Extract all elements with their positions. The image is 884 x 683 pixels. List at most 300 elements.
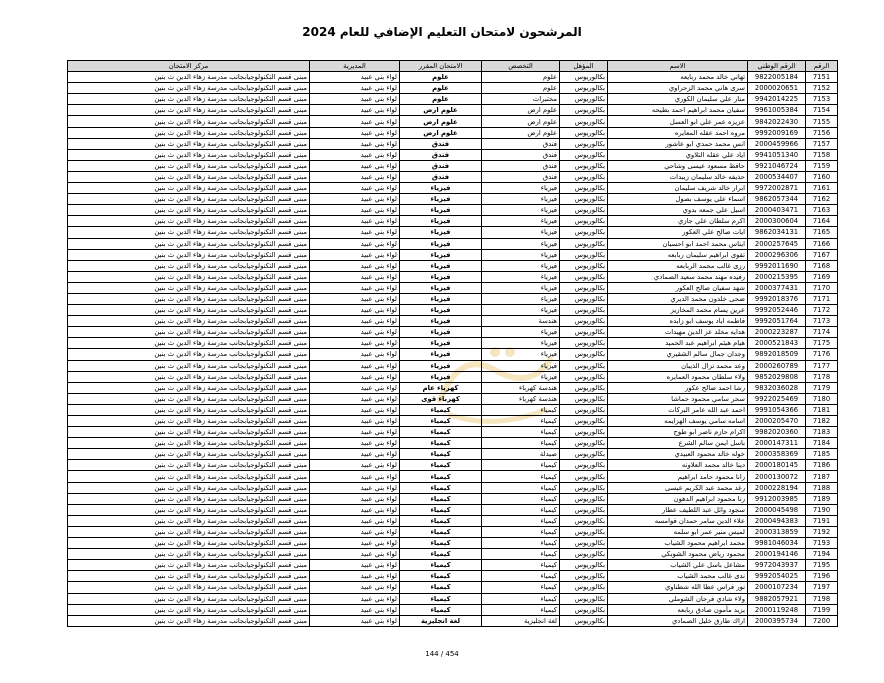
cell-specialization: كيمياء xyxy=(482,604,560,615)
cell-directorate: لواء بني عبيد xyxy=(310,205,400,216)
cell-exam-center: مبنى قسم التكنولوجيابجانب مدرسة زهاء الدين ث بنين xyxy=(68,338,310,349)
cell-exam: كيمياء xyxy=(400,404,482,415)
cell-qualification: بكالوريوس xyxy=(560,493,608,504)
cell-seq: 7158 xyxy=(806,149,838,160)
cell-exam-center: مبنى قسم التكنولوجيابجانب مدرسة زهاء الدين ث بنين xyxy=(68,105,310,116)
cell-specialization: فندق xyxy=(482,160,560,171)
cell-national-id: 9992054025 xyxy=(748,571,806,582)
cell-exam-center: مبنى قسم التكنولوجيابجانب مدرسة زهاء الدين ث بنين xyxy=(68,571,310,582)
cell-qualification: بكالوريوس xyxy=(560,371,608,382)
cell-name: حافظ مسعود عيسى وشاحي xyxy=(608,160,748,171)
cell-exam-center: مبنى قسم التكنولوجيابجانب مدرسة زهاء الدين ث بنين xyxy=(68,427,310,438)
cell-exam: كيمياء xyxy=(400,471,482,482)
cell-exam-center: مبنى قسم التكنولوجيابجانب مدرسة زهاء الدين ث بنين xyxy=(68,382,310,393)
table-row xyxy=(68,560,838,571)
cell-specialization: فيزياء xyxy=(482,360,560,371)
cell-name: دينا خالد محمد العلاونه xyxy=(608,460,748,471)
table-row xyxy=(68,515,838,526)
table-row xyxy=(68,116,838,127)
header-qualification: المؤهل xyxy=(560,61,608,72)
cell-specialization: كيمياء xyxy=(482,427,560,438)
cell-seq: 7184 xyxy=(806,438,838,449)
cell-exam: فيزياء xyxy=(400,271,482,282)
cell-qualification: بكالوريوس xyxy=(560,149,608,160)
cell-qualification: بكالوريوس xyxy=(560,205,608,216)
table-row xyxy=(68,260,838,271)
cell-exam: فيزياء xyxy=(400,327,482,338)
table-row xyxy=(68,471,838,482)
table-body xyxy=(68,72,838,627)
cell-name: اسيل علي جمعه بدوي xyxy=(608,205,748,216)
cell-national-id: 2000403471 xyxy=(748,205,806,216)
cell-seq: 7152 xyxy=(806,83,838,94)
cell-seq: 7170 xyxy=(806,282,838,293)
cell-name: اكرم سلطان علي جازي xyxy=(608,216,748,227)
cell-national-id: 9912003985 xyxy=(748,493,806,504)
cell-qualification: بكالوريوس xyxy=(560,160,608,171)
table-row xyxy=(68,604,838,615)
cell-seq: 7199 xyxy=(806,604,838,615)
cell-name: ايات صالح علي العكور xyxy=(608,227,748,238)
cell-exam: فيزياء xyxy=(400,360,482,371)
cell-directorate: لواء بني عبيد xyxy=(310,216,400,227)
table-row xyxy=(68,160,838,171)
cell-seq: 7180 xyxy=(806,393,838,404)
cell-specialization: كيمياء xyxy=(482,482,560,493)
cell-exam-center: مبنى قسم التكنولوجيابجانب مدرسة زهاء الدين ث بنين xyxy=(68,282,310,293)
cell-specialization: فيزياء xyxy=(482,238,560,249)
cell-qualification: بكالوريوس xyxy=(560,571,608,582)
cell-exam-center: مبنى قسم التكنولوجيابجانب مدرسة زهاء الدين ث بنين xyxy=(68,460,310,471)
cell-exam: فيزياء xyxy=(400,371,482,382)
cell-specialization: فيزياء xyxy=(482,194,560,205)
cell-qualification: بكالوريوس xyxy=(560,171,608,182)
cell-national-id: 9992009169 xyxy=(748,127,806,138)
cell-seq: 7189 xyxy=(806,493,838,504)
table-row xyxy=(68,171,838,182)
cell-exam-center: مبنى قسم التكنولوجيابجانب مدرسة زهاء الدين ث بنين xyxy=(68,404,310,415)
cell-directorate: لواء بني عبيد xyxy=(310,460,400,471)
cell-directorate: لواء بني عبيد xyxy=(310,282,400,293)
cell-directorate: لواء بني عبيد xyxy=(310,260,400,271)
cell-seq: 7183 xyxy=(806,427,838,438)
cell-qualification: بكالوريوس xyxy=(560,249,608,260)
cell-exam: كيمياء xyxy=(400,560,482,571)
cell-qualification: بكالوريوس xyxy=(560,393,608,404)
cell-exam-center: مبنى قسم التكنولوجيابجانب مدرسة زهاء الدين ث بنين xyxy=(68,538,310,549)
cell-national-id: 2000459966 xyxy=(748,138,806,149)
cell-exam-center: مبنى قسم التكنولوجيابجانب مدرسة زهاء الدين ث بنين xyxy=(68,249,310,260)
cell-seq: 7167 xyxy=(806,249,838,260)
cell-qualification: بكالوريوس xyxy=(560,338,608,349)
cell-name: هيام هيثم ابراهيم عبد الحميد xyxy=(608,338,748,349)
cell-exam-center: مبنى قسم التكنولوجيابجانب مدرسة زهاء الدين ث بنين xyxy=(68,72,310,83)
cell-name: يزيد مأمون صادق ربابعه xyxy=(608,604,748,615)
table-row xyxy=(68,360,838,371)
cell-specialization: مختبرات xyxy=(482,94,560,105)
table-row xyxy=(68,393,838,404)
cell-name: ايناس محمد احمد ابو احسيان xyxy=(608,238,748,249)
cell-exam: فندق xyxy=(400,160,482,171)
cell-exam: علوم xyxy=(400,83,482,94)
table-row xyxy=(68,382,838,393)
table-row xyxy=(68,271,838,282)
cell-exam: كيمياء xyxy=(400,549,482,560)
cell-qualification: بكالوريوس xyxy=(560,116,608,127)
cell-seq: 7153 xyxy=(806,94,838,105)
cell-specialization: كيمياء xyxy=(482,538,560,549)
cell-seq: 7171 xyxy=(806,293,838,304)
cell-name: فاطمه اياد يوسف ابو زابده xyxy=(608,316,748,327)
cell-qualification: بكالوريوس xyxy=(560,282,608,293)
cell-seq: 7179 xyxy=(806,382,838,393)
table-row xyxy=(68,549,838,560)
cell-directorate: لواء بني عبيد xyxy=(310,582,400,593)
header-specialization: التخصص xyxy=(482,61,560,72)
cell-exam: كيمياء xyxy=(400,493,482,504)
cell-directorate: لواء بني عبيد xyxy=(310,449,400,460)
cell-seq: 7190 xyxy=(806,504,838,515)
cell-national-id: 2000205470 xyxy=(748,416,806,427)
cell-seq: 7165 xyxy=(806,227,838,238)
cell-name: علاء الدين سامر حمدان قوامسه xyxy=(608,515,748,526)
page-number: 144 / 454 xyxy=(425,650,459,658)
cell-national-id: 9942014225 xyxy=(748,94,806,105)
cell-name: ضحى خلدون محمد الديري xyxy=(608,293,748,304)
cell-exam: كيمياء xyxy=(400,482,482,493)
cell-name: مشاعل باسل علي الشياب xyxy=(608,560,748,571)
cell-specialization: فيزياء xyxy=(482,260,560,271)
cell-seq: 7186 xyxy=(806,460,838,471)
cell-specialization: فيزياء xyxy=(482,183,560,194)
cell-qualification: بكالوريوس xyxy=(560,83,608,94)
cell-exam: كيمياء xyxy=(400,438,482,449)
cell-name: رفيده مهند محمد سعيد الصمادي xyxy=(608,271,748,282)
cell-exam: علوم xyxy=(400,94,482,105)
cell-national-id: 2000215395 xyxy=(748,271,806,282)
header-directorate: المديرية xyxy=(310,61,400,72)
cell-qualification: بكالوريوس xyxy=(560,560,608,571)
cell-exam-center: مبنى قسم التكنولوجيابجانب مدرسة زهاء الدين ث بنين xyxy=(68,560,310,571)
cell-exam: فيزياء xyxy=(400,338,482,349)
cell-directorate: لواء بني عبيد xyxy=(310,349,400,360)
cell-national-id: 2000494383 xyxy=(748,515,806,526)
cell-national-id: 2000377431 xyxy=(748,282,806,293)
cell-specialization: علوم ارض xyxy=(482,116,560,127)
cell-name: باسل ايمن سالم الشرع xyxy=(608,438,748,449)
cell-national-id: 2000228194 xyxy=(748,482,806,493)
cell-qualification: بكالوريوس xyxy=(560,427,608,438)
cell-specialization: هندسة xyxy=(482,316,560,327)
cell-directorate: لواء بني عبيد xyxy=(310,305,400,316)
table-row xyxy=(68,149,838,160)
table-row xyxy=(68,216,838,227)
cell-exam: كيمياء xyxy=(400,460,482,471)
cell-exam: فيزياء xyxy=(400,227,482,238)
cell-specialization: فيزياء xyxy=(482,216,560,227)
cell-qualification: بكالوريوس xyxy=(560,105,608,116)
cell-directorate: لواء بني عبيد xyxy=(310,504,400,515)
cell-directorate: لواء بني عبيد xyxy=(310,171,400,182)
table-row xyxy=(68,404,838,415)
cell-exam-center: مبنى قسم التكنولوجيابجانب مدرسة زهاء الدين ث بنين xyxy=(68,183,310,194)
cell-directorate: لواء بني عبيد xyxy=(310,316,400,327)
cell-seq: 7161 xyxy=(806,183,838,194)
cell-directorate: لواء بني عبيد xyxy=(310,560,400,571)
cell-seq: 7151 xyxy=(806,72,838,83)
cell-specialization: فندق xyxy=(482,171,560,182)
cell-directorate: لواء بني عبيد xyxy=(310,149,400,160)
table-row xyxy=(68,205,838,216)
cell-qualification: بكالوريوس xyxy=(560,327,608,338)
cell-specialization: كيمياء xyxy=(482,493,560,504)
table-row xyxy=(68,316,838,327)
cell-directorate: لواء بني عبيد xyxy=(310,371,400,382)
cell-specialization: هندسة كهرباء xyxy=(482,382,560,393)
cell-qualification: بكالوريوس xyxy=(560,316,608,327)
cell-exam-center: مبنى قسم التكنولوجيابجانب مدرسة زهاء الدين ث بنين xyxy=(68,327,310,338)
cell-exam-center: مبنى قسم التكنولوجيابجانب مدرسة زهاء الدين ث بنين xyxy=(68,515,310,526)
cell-exam: فندق xyxy=(400,171,482,182)
cell-specialization: لغة انجليزية xyxy=(482,615,560,626)
cell-qualification: بكالوريوس xyxy=(560,94,608,105)
cell-name: نور فراس عطا الله شطناوي xyxy=(608,582,748,593)
cell-seq: 7166 xyxy=(806,238,838,249)
cell-national-id: 2000045498 xyxy=(748,504,806,515)
cell-directorate: لواء بني عبيد xyxy=(310,271,400,282)
cell-directorate: لواء بني عبيد xyxy=(310,238,400,249)
cell-exam-center: مبنى قسم التكنولوجيابجانب مدرسة زهاء الدين ث بنين xyxy=(68,116,310,127)
cell-name: محمود رياض محمود الشوبكي xyxy=(608,549,748,560)
cell-seq: 7182 xyxy=(806,416,838,427)
cell-seq: 7192 xyxy=(806,526,838,537)
cell-national-id: 2000180145 xyxy=(748,460,806,471)
cell-exam: فيزياء xyxy=(400,282,482,293)
cell-specialization: كيمياء xyxy=(482,460,560,471)
cell-exam-center: مبنى قسم التكنولوجيابجانب مدرسة زهاء الدين ث بنين xyxy=(68,393,310,404)
table-row xyxy=(68,582,838,593)
cell-directorate: لواء بني عبيد xyxy=(310,515,400,526)
cell-exam-center: مبنى قسم التكنولوجيابجانب مدرسة زهاء الدين ث بنين xyxy=(68,194,310,205)
cell-seq: 7175 xyxy=(806,338,838,349)
cell-seq: 7181 xyxy=(806,404,838,415)
cell-national-id: 9992018376 xyxy=(748,293,806,304)
cell-name: شهد سفيان صالح العكور xyxy=(608,282,748,293)
cell-national-id: 2000521843 xyxy=(748,338,806,349)
cell-name: تهاني خالد محمد ربايعه xyxy=(608,72,748,83)
table-row xyxy=(68,482,838,493)
cell-exam-center: مبنى قسم التكنولوجيابجانب مدرسة زهاء الدين ث بنين xyxy=(68,615,310,626)
cell-qualification: بكالوريوس xyxy=(560,416,608,427)
table-row xyxy=(68,72,838,83)
cell-national-id: 2000130072 xyxy=(748,471,806,482)
cell-exam: لغة انجليزية xyxy=(400,615,482,626)
cell-national-id: 2000107234 xyxy=(748,582,806,593)
cell-name: هدايه مخلد عز الدين مهيدات xyxy=(608,327,748,338)
cell-national-id: 9972002871 xyxy=(748,183,806,194)
cell-directorate: لواء بني عبيد xyxy=(310,360,400,371)
header-seq: الرقم xyxy=(806,61,838,72)
cell-exam: فيزياء xyxy=(400,349,482,360)
cell-directorate: لواء بني عبيد xyxy=(310,227,400,238)
cell-seq: 7174 xyxy=(806,327,838,338)
cell-exam-center: مبنى قسم التكنولوجيابجانب مدرسة زهاء الدين ث بنين xyxy=(68,593,310,604)
cell-specialization: كيمياء xyxy=(482,416,560,427)
cell-specialization: فيزياء xyxy=(482,327,560,338)
table-row xyxy=(68,349,838,360)
table-row xyxy=(68,305,838,316)
cell-directorate: لواء بني عبيد xyxy=(310,404,400,415)
cell-name: اراك طارق خليل الصمادي xyxy=(608,615,748,626)
cell-qualification: بكالوريوس xyxy=(560,216,608,227)
cell-national-id: 2000260789 xyxy=(748,360,806,371)
cell-directorate: لواء بني عبيد xyxy=(310,327,400,338)
cell-qualification: بكالوريوس xyxy=(560,382,608,393)
cell-exam: كهرباء عام xyxy=(400,382,482,393)
cell-exam-center: مبنى قسم التكنولوجيابجانب مدرسة زهاء الدين ث بنين xyxy=(68,216,310,227)
cell-name: ندى غالب محمد الشياب xyxy=(608,571,748,582)
cell-national-id: 2000300604 xyxy=(748,216,806,227)
cell-national-id: 9982020360 xyxy=(748,427,806,438)
cell-specialization: فيزياء xyxy=(482,249,560,260)
cell-national-id: 9922025469 xyxy=(748,393,806,404)
cell-national-id: 2000313859 xyxy=(748,526,806,537)
cell-exam-center: مبنى قسم التكنولوجيابجانب مدرسة زهاء الدين ث بنين xyxy=(68,160,310,171)
cell-qualification: بكالوريوس xyxy=(560,460,608,471)
cell-seq: 7156 xyxy=(806,127,838,138)
cell-directorate: لواء بني عبيد xyxy=(310,393,400,404)
cell-seq: 7198 xyxy=(806,593,838,604)
cell-directorate: لواء بني عبيد xyxy=(310,571,400,582)
cell-name: خوله خالد محمود العبيدي xyxy=(608,449,748,460)
cell-exam: فيزياء xyxy=(400,249,482,260)
table-row xyxy=(68,526,838,537)
table-row xyxy=(68,416,838,427)
cell-national-id: 9981046034 xyxy=(748,538,806,549)
cell-exam: كيمياء xyxy=(400,416,482,427)
cell-exam-center: مبنى قسم التكنولوجيابجانب مدرسة زهاء الدين ث بنين xyxy=(68,271,310,282)
cell-name: سحر سامي محمود حماشا xyxy=(608,393,748,404)
header-exam-center: مركز الامتحان xyxy=(68,61,310,72)
cell-qualification: بكالوريوس xyxy=(560,471,608,482)
cell-seq: 7194 xyxy=(806,549,838,560)
table-row xyxy=(68,282,838,293)
cell-seq: 7159 xyxy=(806,160,838,171)
cell-exam-center: مبنى قسم التكنولوجيابجانب مدرسة زهاء الدين ث بنين xyxy=(68,83,310,94)
cell-national-id: 2000147311 xyxy=(748,438,806,449)
cell-directorate: لواء بني عبيد xyxy=(310,526,400,537)
cell-seq: 7177 xyxy=(806,360,838,371)
cell-qualification: بكالوريوس xyxy=(560,194,608,205)
cell-directorate: لواء بني عبيد xyxy=(310,83,400,94)
cell-qualification: بكالوريوس xyxy=(560,293,608,304)
cell-specialization: فيزياء xyxy=(482,293,560,304)
cell-qualification: بكالوريوس xyxy=(560,615,608,626)
cell-seq: 7160 xyxy=(806,171,838,182)
cell-national-id: 2000194146 xyxy=(748,549,806,560)
cell-directorate: لواء بني عبيد xyxy=(310,249,400,260)
cell-specialization: علوم ارض xyxy=(482,105,560,116)
cell-specialization: فيزياء xyxy=(482,371,560,382)
cell-name: رزى غالب محمد الربابعه xyxy=(608,260,748,271)
cell-name: اكرام حازم ناصر ابو طوح xyxy=(608,427,748,438)
cell-exam-center: مبنى قسم التكنولوجيابجانب مدرسة زهاء الدين ث بنين xyxy=(68,504,310,515)
cell-directorate: لواء بني عبيد xyxy=(310,382,400,393)
cell-name: رنا محمود ابراهيم الدهون xyxy=(608,493,748,504)
document-title: المرشحون لامتحان التعليم الإضافي للعام 2024 xyxy=(302,25,582,39)
cell-exam: كيمياء xyxy=(400,538,482,549)
cell-directorate: لواء بني عبيد xyxy=(310,293,400,304)
cell-specialization: فيزياء xyxy=(482,305,560,316)
table-row xyxy=(68,460,838,471)
cell-qualification: بكالوريوس xyxy=(560,404,608,415)
cell-name: احمد عبد الله عامر البركات xyxy=(608,404,748,415)
cell-seq: 7185 xyxy=(806,449,838,460)
cell-exam: كيمياء xyxy=(400,449,482,460)
table-row xyxy=(68,238,838,249)
cell-seq: 7197 xyxy=(806,582,838,593)
cell-directorate: لواء بني عبيد xyxy=(310,160,400,171)
cell-qualification: بكالوريوس xyxy=(560,227,608,238)
cell-exam: كيمياء xyxy=(400,526,482,537)
cell-national-id: 9972043937 xyxy=(748,560,806,571)
cell-specialization: كيمياء xyxy=(482,571,560,582)
cell-qualification: بكالوريوس xyxy=(560,549,608,560)
table-row xyxy=(68,227,838,238)
table-row xyxy=(68,138,838,149)
cell-qualification: بكالوريوس xyxy=(560,183,608,194)
cell-specialization: علوم xyxy=(482,72,560,83)
cell-specialization: كيمياء xyxy=(482,526,560,537)
cell-qualification: بكالوريوس xyxy=(560,72,608,83)
cell-name: رانا محمود حامد ابراهيم xyxy=(608,471,748,482)
cell-specialization: كيمياء xyxy=(482,593,560,604)
cell-exam: فيزياء xyxy=(400,205,482,216)
cell-name: اياد علي عقله التلاوي xyxy=(608,149,748,160)
cell-name: سجود وائل عبد اللطيف عطار xyxy=(608,504,748,515)
cell-qualification: بكالوريوس xyxy=(560,238,608,249)
cell-exam-center: مبنى قسم التكنولوجيابجانب مدرسة زهاء الدين ث بنين xyxy=(68,438,310,449)
cell-exam: فيزياء xyxy=(400,305,482,316)
cell-exam-center: مبنى قسم التكنولوجيابجانب مدرسة زهاء الدين ث بنين xyxy=(68,416,310,427)
cell-directorate: لواء بني عبيد xyxy=(310,427,400,438)
cell-seq: 7196 xyxy=(806,571,838,582)
cell-specialization: كيمياء xyxy=(482,560,560,571)
cell-directorate: لواء بني عبيد xyxy=(310,116,400,127)
table-row xyxy=(68,83,838,94)
cell-directorate: لواء بني عبيد xyxy=(310,72,400,83)
cell-national-id: 9992051764 xyxy=(748,316,806,327)
cell-exam: كيمياء xyxy=(400,515,482,526)
cell-qualification: بكالوريوس xyxy=(560,305,608,316)
cell-qualification: بكالوريوس xyxy=(560,438,608,449)
cell-exam-center: مبنى قسم التكنولوجيابجانب مدرسة زهاء الدين ث بنين xyxy=(68,94,310,105)
table-row xyxy=(68,571,838,582)
cell-qualification: بكالوريوس xyxy=(560,349,608,360)
cell-qualification: بكالوريوس xyxy=(560,449,608,460)
cell-qualification: بكالوريوس xyxy=(560,515,608,526)
cell-name: رغد محمد عبد الكريم عيسى xyxy=(608,482,748,493)
cell-national-id: 9991054366 xyxy=(748,404,806,415)
cell-seq: 7195 xyxy=(806,560,838,571)
cell-national-id: 9961005384 xyxy=(748,105,806,116)
cell-directorate: لواء بني عبيد xyxy=(310,482,400,493)
cell-exam-center: مبنى قسم التكنولوجيابجانب مدرسة زهاء الدين ث بنين xyxy=(68,316,310,327)
cell-national-id: 9992052446 xyxy=(748,305,806,316)
table-row xyxy=(68,194,838,205)
table-row xyxy=(68,127,838,138)
cell-exam-center: مبنى قسم التكنولوجيابجانب مدرسة زهاء الدين ث بنين xyxy=(68,549,310,560)
